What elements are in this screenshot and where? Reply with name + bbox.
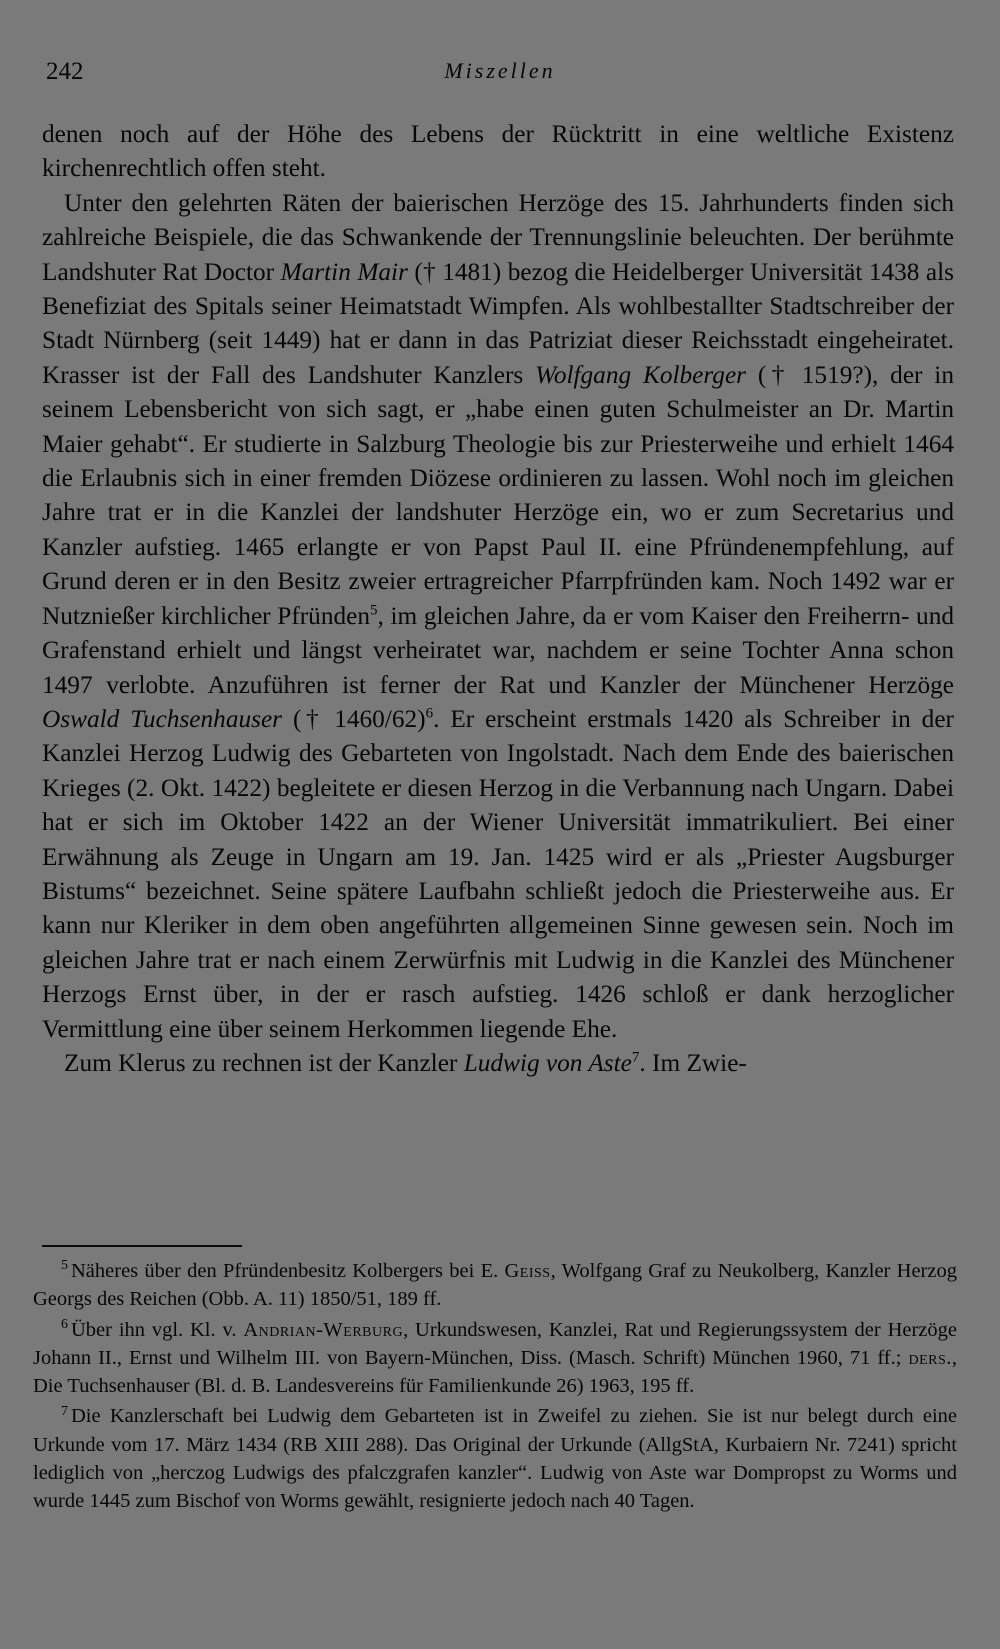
person-name: Wolfgang Kolberger: [535, 360, 747, 389]
text-run: , Die Tuchsenhauser (Bl. d. B. Landesvereins für Familienkunde 26) 1963, 195 ff.: [33, 1346, 957, 1398]
text-run: , Wolfgang Graf zu Neukolberg, Kanzler Herzog Georgs des Reichen (Obb. A. 11) 1850/51, 189 ff.: [33, 1260, 957, 1311]
author-name: Geiss: [504, 1260, 551, 1282]
paragraph-continuation: [42, 117, 954, 186]
footnote-7: [33, 1402, 957, 1515]
text-run: Zum Klerus zu rechnen ist der Kanzler: [64, 1048, 464, 1077]
text-run: Unter den gelehrten Räten der baierischen Herzöge des 15. Jahrhunderts finden sich zahlreiche Beispiele, die das Schwankende der Trennungslinie beleuchten. Der berühmte Landshuter Rat Doctor: [42, 188, 954, 286]
page-header: [46, 58, 954, 92]
text-run: († 1519?), der in seinem Lebensbericht von sich sagt, er „habe einen guten Schulmeister an Dr. Martin Maier gehabt“. Er studierte in Salzburg Theologie bis zur Priesterweihe und erhielt 1464 die Erlaubnis sich in einer fremden Diözese ordinieren zu lassen. Wohl noch im gleichen Jahre trat er in die Kanzlei der landshuter Herzöge ein, wo er zum Secretarius und Kanzler aufstieg. 1465 erlangte er von Papst Paul II. eine Pfründenempfehlung, auf Grund deren er in den Besitz zweier ertragreicher Pfarrpfründen kam. Noch 1492 war er Nutznießer kirchlicher Pfründen: [42, 360, 954, 630]
footnotes: [33, 1257, 957, 1518]
running-title: Miszellen: [444, 58, 556, 83]
text-run: Die Kanzlerschaft bei Ludwig dem Gebarteten ist in Zweifel zu ziehen. Sie ist nur belegt durch eine Urkunde vom 17. März 1434 (RB XIII 288). Das Original der Urkunde (AllgStA, Kurbaiern Nr. 7241) spricht lediglich von „herczog Ludwigs des pfalczgrafen kanzler“. Ludwig von Aste war Dompropst zu Worms und wurde 1445 zum Bischof von Worms gewählt, resignierte jedoch nach 40 Tagen.: [33, 1405, 957, 1513]
footnote-rule: [42, 1245, 242, 1247]
person-name: Martin Mair: [280, 257, 408, 286]
author-name: Andrian-Werburg: [243, 1318, 404, 1341]
footnote-ref: 7: [631, 1049, 640, 1066]
footnote-number: 6: [61, 1316, 68, 1332]
footnote-number: 7: [61, 1403, 68, 1419]
text-run: Näheres über den Pfründenbesitz Kolbergers bei E.: [71, 1260, 505, 1282]
footnote-ref: 6: [425, 705, 434, 722]
text-run: († 1460/62): [282, 704, 426, 733]
text-run: , im gleichen Jahre, da er vom Kaiser den Freiherrn- und Grafenstand erhielt und längst verheiratet war, nachdem er seine Tochter Anna schon 1497 verlobte. Anzuführen ist ferner der Rat und Kanzler der Münchener Herzöge: [42, 601, 955, 699]
author-name: ders.: [908, 1346, 952, 1369]
text-run: († 1481) bezog die Heidelberger Universität 1438 als Benefiziat des Spitals seiner Heimatstadt Wimpfen. Als wohlbestallter Stadtschreiber der Stadt Nürnberg (seit 1449) hat er dann in das Patriziat dieser Reichsstadt eingeheiratet. Krasser ist der Fall des Landshuter Kanzlers: [42, 257, 954, 389]
footnote-6: [33, 1316, 957, 1401]
text-run: . Er erscheint erstmals 1420 als Schreiber in der Kanzlei Herzog Ludwig des Gebarteten von Ingolstadt. Nach dem Ende des baierischen Krieges (2. Okt. 1422) begleitete er diesen Herzog in die Verbannung nach Ungarn. Dabei hat er sich im Oktober 1422 an der Wiener Universität immatrikuliert. Bei einer Erwähnung als Zeuge in Ungarn am 19. Jan. 1425 wird er als „Priester Augsburger Bistums“ bezeichnet. Seine spätere Laufbahn schließt jedoch die Priesterweihe aus. Er kann nur Kleriker in dem oben angeführten allgemeinen Sinne gewesen sein. Noch im gleichen Jahre trat er nach einem Zerwürfnis mit Ludwig in die Kanzlei des Münchener Herzogs Ernst über, in der er rasch aufstieg. 1426 schloß er dank herzoglicher Vermittlung eine über seinem Herkommen liegende Ehe.: [42, 704, 954, 1043]
person-name: Oswald Tuchsenhauser: [42, 704, 283, 733]
person-name: Ludwig von Aste: [463, 1048, 632, 1077]
footnote-5: [33, 1257, 957, 1314]
page-number: 242: [46, 58, 84, 85]
main-text: [42, 117, 954, 1080]
footnote-number: 5: [61, 1258, 68, 1274]
text-run: . Im Zwie-: [639, 1048, 747, 1077]
text-run: Über ihn vgl. Kl. v.: [71, 1318, 244, 1341]
text-run: , Urkundswesen, Kanzlei, Rat und Regierungssystem der Herzöge Johann II., Ernst und Wilhelm III. von Bayern-München, Diss. (Masch. Schrift) München 1960, 71 ff.;: [33, 1318, 957, 1369]
paragraph-clergy: [42, 1046, 954, 1080]
footnote-ref: 5: [370, 602, 378, 619]
paragraph-text: denen noch auf der Höhe des Lebens der Rücktritt in eine weltliche Existenz kirchenrechtlich offen steht.: [42, 120, 954, 183]
paragraph-councillors: [42, 186, 954, 1046]
